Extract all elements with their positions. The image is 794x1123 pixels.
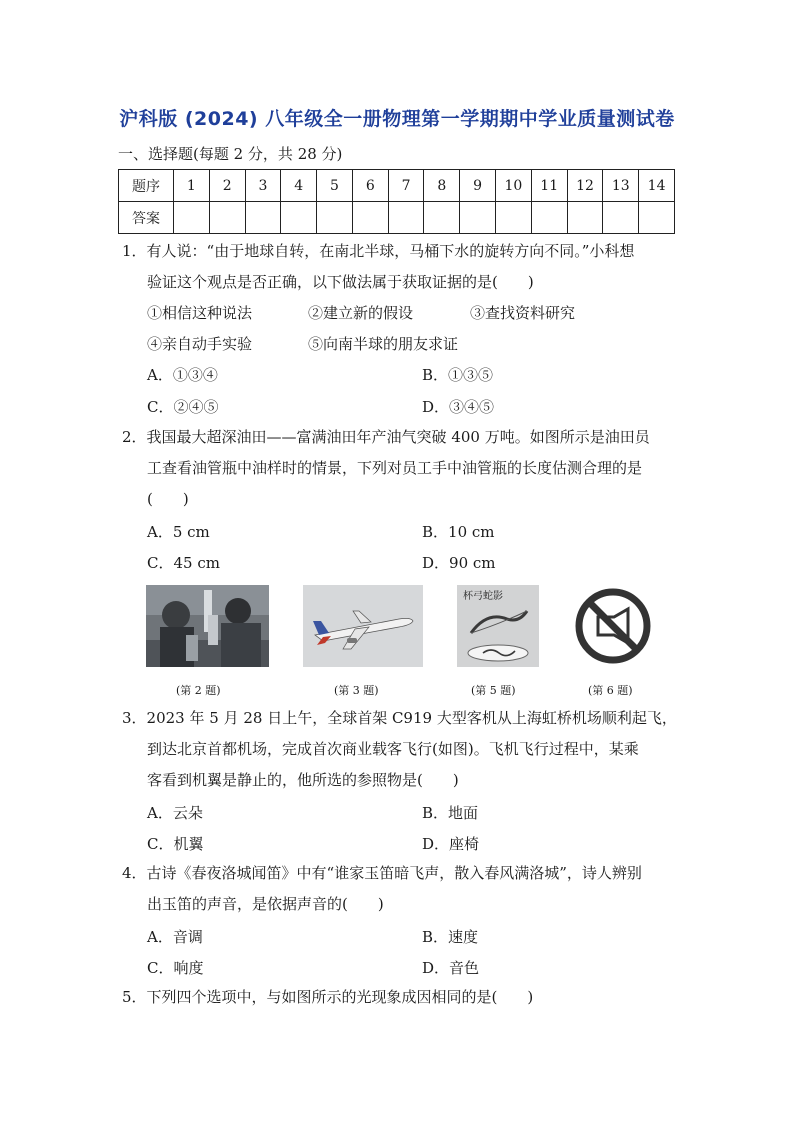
number-cell: 13	[603, 170, 639, 202]
section-heading: 一、选择题(每题 2 分，共 28 分)	[118, 145, 343, 163]
number-cell: 1	[174, 170, 210, 202]
option-c[interactable]: C．②④⑤	[147, 398, 219, 416]
option-b[interactable]: B．地面	[422, 804, 479, 822]
number-cell: 6	[352, 170, 388, 202]
c919-airplane-photo	[303, 585, 423, 667]
answer-cell[interactable]	[352, 202, 388, 234]
option-a[interactable]: A．①③④	[147, 366, 218, 384]
number-cell: 7	[388, 170, 424, 202]
no-honking-sign-icon	[574, 587, 652, 665]
question-text: 2．我国最大超深油田——富满油田年产油气突破 400 万吨。如图所示是油田员	[122, 428, 650, 446]
oilfield-workers-photo	[146, 585, 269, 667]
answer-cell[interactable]	[460, 202, 496, 234]
number-cell: 4	[281, 170, 317, 202]
statement-item: ①相信这种说法	[147, 304, 253, 322]
option-a[interactable]: A．5 cm	[147, 523, 210, 541]
question-text: ( )	[147, 490, 189, 508]
answer-cell[interactable]	[567, 202, 603, 234]
figure-label: 杯弓蛇影	[463, 591, 503, 602]
question-text: 4．古诗《春夜洛城闻笛》中有“谁家玉笛暗飞声，散入春风满洛城”，诗人辨别	[122, 864, 642, 882]
number-cell: 2	[209, 170, 245, 202]
question-text: 客看到机翼是静止的，他所选的参照物是( )	[147, 771, 459, 789]
answer-cell[interactable]	[281, 202, 317, 234]
answer-cell[interactable]	[531, 202, 567, 234]
question-3	[122, 703, 682, 796]
number-cell: 12	[567, 170, 603, 202]
option-a[interactable]: A．音调	[147, 928, 203, 946]
number-cell: 5	[317, 170, 353, 202]
answer-cell[interactable]	[209, 202, 245, 234]
question-text: 出玉笛的声音，是依据声音的( )	[147, 895, 384, 913]
question-4	[122, 858, 682, 920]
statement-item: ②建立新的假设	[308, 304, 414, 322]
option-c[interactable]: C．45 cm	[147, 554, 220, 572]
question-2	[122, 422, 682, 515]
question-text: 到达北京首都机场，完成首次商业载客飞行(如图)。飞机飞行过程中，某乘	[147, 740, 639, 758]
option-b[interactable]: B．①③⑤	[422, 366, 494, 384]
number-cell: 14	[639, 170, 675, 202]
option-d[interactable]: D．③④⑤	[422, 398, 495, 416]
answer-cell[interactable]	[245, 202, 281, 234]
number-cell: 11	[531, 170, 567, 202]
table-header-cell: 答案	[119, 202, 174, 234]
number-cell: 3	[245, 170, 281, 202]
figure-caption: (第 6 题)	[588, 684, 633, 697]
figure-caption: (第 5 题)	[471, 684, 516, 697]
number-cell: 8	[424, 170, 460, 202]
option-b[interactable]: B．10 cm	[422, 523, 495, 541]
question-text: 5．下列四个选项中，与如图所示的光现象成因相同的是( )	[122, 988, 534, 1006]
exam-title: 沪科版 (2024) 八年级全一册物理第一学期期中学业质量测试卷	[119, 108, 675, 130]
answer-cell[interactable]	[603, 202, 639, 234]
option-d[interactable]: D．90 cm	[422, 554, 496, 572]
number-cell: 10	[496, 170, 532, 202]
question-text: 验证这个观点是否正确，以下做法属于获取证据的是( )	[147, 273, 534, 291]
option-d[interactable]: D．座椅	[422, 835, 480, 853]
statement-item: ④亲自动手实验	[147, 335, 253, 353]
option-c[interactable]: C．响度	[147, 959, 204, 977]
question-number-row	[119, 170, 675, 202]
answer-cell[interactable]	[388, 202, 424, 234]
answer-row	[119, 202, 675, 234]
answer-cell[interactable]	[496, 202, 532, 234]
answer-cell[interactable]	[639, 202, 675, 234]
number-cell: 9	[460, 170, 496, 202]
answer-cell[interactable]	[317, 202, 353, 234]
question-text: 3．2023 年 5 月 28 日上午，全球首架 C919 大型客机从上海虹桥机场顺利起飞，	[122, 709, 677, 727]
answer-table	[118, 169, 675, 234]
question-text: 工查看油管瓶中油样时的情景，下列对员工手中油管瓶的长度估测合理的是	[147, 459, 643, 477]
figure-caption: (第 2 题)	[176, 684, 221, 697]
statement-item: ③查找资料研究	[470, 304, 576, 322]
answer-cell[interactable]	[424, 202, 460, 234]
table-header-cell: 题序	[119, 170, 174, 202]
option-d[interactable]: D．音色	[422, 959, 480, 977]
option-b[interactable]: B．速度	[422, 928, 479, 946]
statement-item: ⑤向南半球的朋友求证	[308, 335, 459, 353]
cup-bow-snake-figure	[457, 585, 539, 667]
question-5	[122, 982, 682, 1013]
option-a[interactable]: A．云朵	[147, 804, 203, 822]
option-c[interactable]: C．机翼	[147, 835, 204, 853]
question-1	[122, 236, 682, 298]
answer-cell[interactable]	[174, 202, 210, 234]
question-text: 1．有人说：“由于地球自转，在南北半球，马桶下水的旋转方向不同。”小科想	[122, 242, 635, 260]
figure-caption: (第 3 题)	[334, 684, 379, 697]
